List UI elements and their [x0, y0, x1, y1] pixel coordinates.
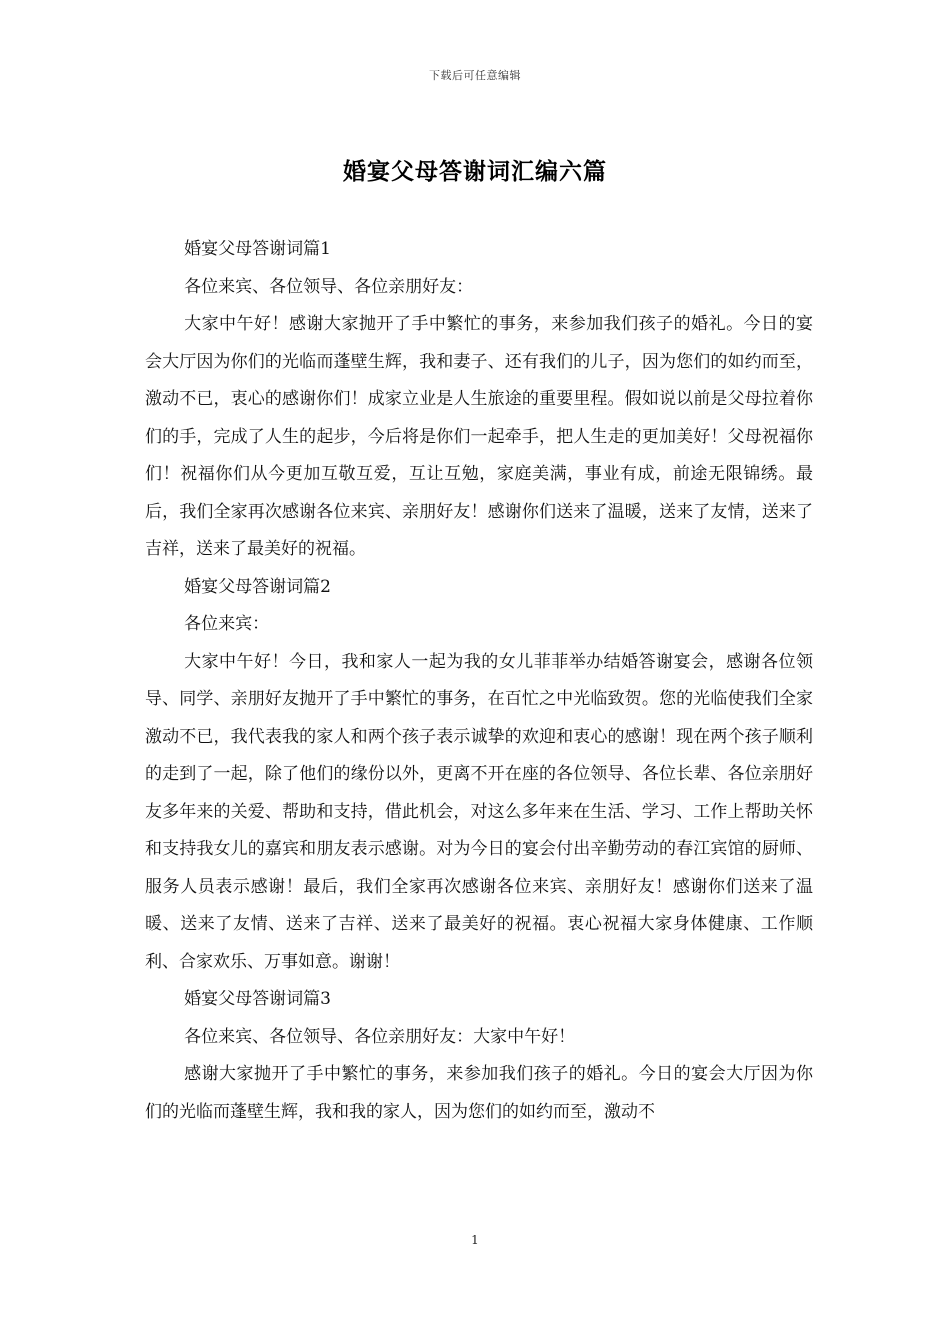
body-paragraph-2: 大家中午好！今日，我和家人一起为我的女儿菲菲举办结婚答谢宴会，感谢各位领导、同学、亲朋好友抛开了手中繁忙的事务，在百忙之中光临致贺。您的光临使我们全家激动不已，我代表我的家人和两个孩子表示诚挚的欢迎和衷心的感谢！现在两个孩子顺利的走到了一起，除了他们的缘份以外，更离不开在座的各位领导、各位长辈、各位亲朋好友多年来的关爱、帮助和支持，借此机会，对这么多年来在生活、学习、工作上帮助关怀和支持我女儿的嘉宾和朋友表示感谢。对为今日的宴会付出辛勤劳动的春江宾馆的厨师、服务人员表示感谢！最后，我们全家再次感谢各位来宾、亲朋好友！感谢你们送来了温暖、送来了友情、送来了吉祥、送来了最美好的祝福。衷心祝福大家身体健康、工作顺利、合家欢乐、万事如意。谢谢！ — [145, 651, 813, 972]
document-body — [145, 231, 813, 1131]
salutation-3: 各位来宾、各位领导、各位亲朋好友：大家中午好！ — [184, 1026, 576, 1047]
section-heading-2: 婚宴父母答谢词篇2 — [184, 576, 331, 597]
salutation-1: 各位来宾、各位领导、各位亲朋好友： — [184, 276, 474, 297]
section-heading-1: 婚宴父母答谢词篇1 — [184, 239, 331, 259]
section-heading-3: 婚宴父母答谢词篇3 — [184, 989, 331, 1009]
body-paragraph-3: 感谢大家抛开了手中繁忙的事务，来参加我们孩子的婚礼。今日的宴会大厅因为你们的光临而蓬壁生辉，我和我的家人，因为您们的如约而至，激动不 — [145, 1064, 813, 1122]
body-paragraph-1: 大家中午好！感谢大家抛开了手中繁忙的事务，来参加我们孩子的婚礼。今日的宴会大厅因为你们的光临而蓬壁生辉，我和妻子、还有我们的儿子，因为您们的如约而至，激动不已，衷心的感谢你们！成家立业是人生旅途的重要里程。假如说以前是父母拉着你们的手，完成了人生的起步，今后将是你们一起牵手，把人生走的更加美好！父母祝福你们！祝福你们从今更加互敬互爱，互让互勉，家庭美满，事业有成，前途无限锦绣。最后，我们全家再次感谢各位来宾、亲朋好友！感谢你们送来了温暖，送来了友情，送来了吉祥，送来了最美好的祝福。 — [145, 314, 813, 559]
header-note: 下载后可任意编辑 — [429, 69, 521, 82]
salutation-2: 各位来宾： — [184, 614, 270, 634]
page-number: 1 — [471, 1233, 479, 1247]
document-title: 婚宴父母答谢词汇编六篇 — [343, 158, 607, 185]
